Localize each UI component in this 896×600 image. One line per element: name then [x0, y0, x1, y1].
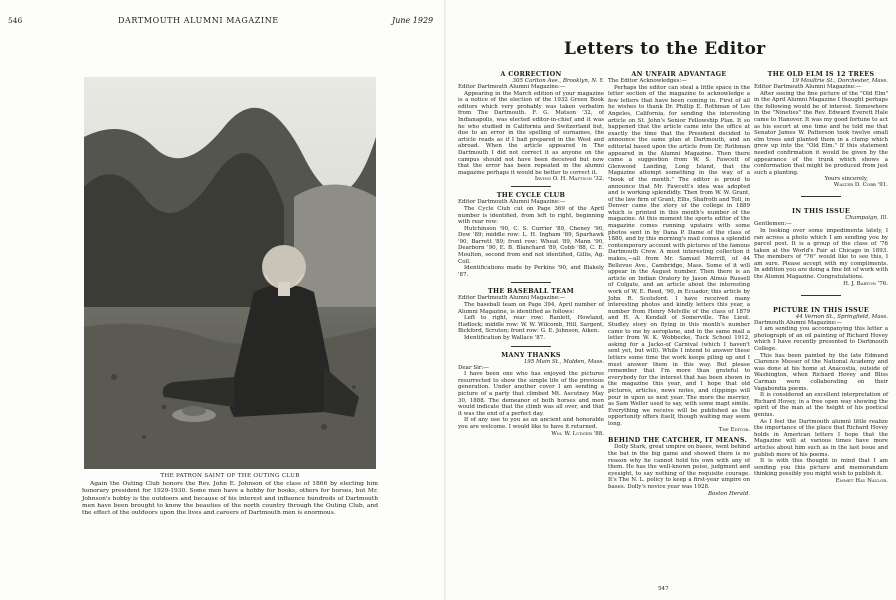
correction-signature: Irving O. H. Mattson '32.	[534, 176, 604, 183]
picture-body-3: It is considered an excellent interpretation of Richard Hovey, in a free open way showing the spirit of the man at the height of his poetical genius.	[754, 392, 888, 418]
elm-address: 19 Moultrie St., Dorchester, Mass.	[791, 78, 888, 84]
issue-address: Champaign, Ill.	[845, 215, 888, 222]
running-head-date: June 1929	[392, 16, 434, 25]
picture-heading: PICTURE IN THIS ISSUE	[772, 305, 870, 314]
catcher-body: Dolly Stark, great umpire on bases, went behind the bat in the big game and showed there is no reason why he cannot hold his own with any of them. He has the well-known poise, judgment and eyesight, to say nothing of the requisite courage. It's The N. L. policy to keep a first-year umpire on bases. Dolly's novice year was 1928.	[608, 444, 750, 491]
correction-address: 305 Carlton Ave., Brooklyn, N. Y.	[512, 78, 604, 84]
outing-club-photo	[84, 77, 376, 469]
thanks-heading: MANY THANKS	[501, 350, 561, 359]
left-page	[0, 0, 446, 600]
letters-column-1	[458, 70, 604, 437]
correction-body: Appearing in the March edition of your magazine is a notice of the election of the 1932 Green Book editors which very probably was taken verbatim from The Dartmouth. F. G. Matson '32, of Indianapolis, was elected editor-in-chief and it was he who studied in California and Switzerland but, due to an error in the spelling of surnames, the article reads as if I had prepared in the West and abroad. When the article appeared in The Dartmouth I did not correct it as anyone on the campus should not have been deceived but now that the error has been repeated in the alumni magazine perhaps it would be better to correct it.	[458, 90, 604, 176]
section-divider	[801, 196, 841, 197]
picture-signature: Emmet Hay Naylor.	[835, 477, 888, 484]
right-page	[448, 0, 896, 600]
letters-title: Letters to the Editor	[564, 39, 766, 59]
elm-body: After seeing the fine picture of the "Old Elm" in the April Alumni Magazine I thought perhaps the following would be of interest. Somewhere in the "Nineties" the Rev. Edward Everett Hale came to Hanover. It was my good fortune to act as his escort at one time and he told me that Senator James W. Patterson took twelve small elm trees and planted them in a clump which grew up into the "Old Elm." If this statement needed confirmation it would be given by the appearance of the trunk which shows a conformation that might be produced from just such a planting.	[754, 90, 888, 176]
picture-address: 44 Vernon St., Springfield, Mass.	[795, 313, 888, 320]
issue-heading: IN THIS ISSUE	[791, 207, 851, 216]
advantage-signature: The Editor.	[718, 427, 750, 434]
photo-caption-title: THE PATRON SAINT OF THE OUTING CLUB	[160, 473, 300, 479]
thanks-address: 195 Main St., Malden, Mass.	[523, 358, 604, 365]
issue-signature: H. J. Barton '76.	[843, 280, 888, 287]
correction-salutation: Editor Dartmouth Alumni Magazine:—	[458, 84, 566, 90]
cycle-heading: THE CYCLE CLUB	[496, 191, 566, 200]
picture-body-2: This has been painted by the late Edmund Clarence Messer of the National Academy and was done at his home at Anacostia, outside of Washington, when Richard Hovey and Bliss Carman were collaborating on their Vagabondia poems.	[754, 352, 888, 392]
left-page-number: 546	[8, 16, 23, 25]
running-head-title: DARTMOUTH ALUMNI MAGAZINE	[118, 16, 279, 25]
letters-column-2	[608, 70, 750, 497]
catcher-source: Boston Herald.	[708, 490, 750, 497]
photo-caption-text: Again the Outing Club honors the Rev. John E. Johnson of the class of 1866 by electing him honorary president for 1929-1930. Some men have a hobby for books, others for horses, but Mr. Johnson's hobby is the outdoors and because of his interest and influence hundreds of Dartmouth men have been brought to know the beauties of the north country through the Outing Club, and the effect of the outdoors upon the lives and careers of Dartmouth men is enormous.	[82, 481, 378, 517]
correction-heading: A CORRECTION	[500, 70, 562, 78]
cycle-body-2: Hutchinson '90, C. S. Currier '89, Cheney '90, Dow '89; middle row: L. H. Ingham '89, Sparhawk '90, Barrett '89; front row: Wheat '89, Mann '90, Dearborn '90, E. B. Blanchard '89, Cobb '88, C. E. Moulton, second from end not identified, Gillis, Ag. Coll.	[458, 225, 604, 265]
picture-body-4: As I feel the Dartmouth alumni little realize the importance of the place that Richard Hovey holds in American letters I hope that the Magazine will at various times have more articles about him such as in the last issue and publish more of his poems.	[754, 418, 888, 458]
cycle-salutation: Editor Dartmouth Alumni Magazine:—	[458, 199, 566, 206]
thanks-salutation: Dear Sir:—	[458, 364, 489, 371]
catcher-heading: BEHIND THE CATCHER, IT MEANS.	[608, 436, 748, 445]
baseball-body-3: Identification by Wallace '87.	[464, 335, 546, 341]
right-page-number: 547	[658, 586, 669, 592]
advantage-salutation: The Editor Acknowledges:—	[608, 78, 687, 84]
elm-closing: Yours sincerely,	[824, 176, 868, 183]
cycle-body-1: The Cycle Club cut on Page 369 of the April number is identified, from left to right, beginning with rear row:	[458, 205, 604, 226]
baseball-heading: THE BASEBALL TEAM	[487, 287, 575, 296]
section-divider	[511, 282, 551, 283]
thanks-body-2: If of any use to you as an ancient and honorable you are welcome. I would like to have it returned.	[458, 417, 604, 430]
picture-salutation: Dartmouth Alumni Magazine:—	[754, 319, 843, 326]
baseball-body-2: Left to right, rear row: Ranlett, Howland, Hadlock; middle row: W. W. Wilcomb, Hill, Sargent, Bickford, Scruton; front row: G. E. Johnson, Aiken.	[458, 315, 604, 335]
picture-body-1: I am sending you accompanying this letter a photograph of an oil painting of Richard Hovey which I have recently presented to Dartmouth College.	[754, 326, 888, 353]
baseball-body-1: The baseball team on Page 394, April number of Alumni Magazine, is identified as follows:	[458, 302, 604, 315]
elm-salutation: Editor Dartmouth Alumni Magazine:—	[754, 84, 862, 90]
thanks-signature: Wm. W. Ludger '88.	[551, 430, 604, 437]
photo-illustration	[84, 77, 376, 469]
section-divider	[801, 295, 841, 296]
thanks-body-1: I have been one who has enjoyed the pictures resurrected to show the simple life of the previous generation. Under another cover I am sending a picture of a party that climbed Mt. Ascutney May 30, 1888. The demeanor of both horses and men would indicate that the climb was all over, and that it was the end of a perfect day.	[458, 371, 604, 417]
elm-heading: THE OLD ELM IS 12 TREES	[767, 70, 875, 78]
issue-salutation: Gentlemen:—	[754, 221, 792, 228]
cycle-body-3: Identifications made by Perkins '90, and Blakely '87.	[458, 265, 604, 278]
advantage-heading: AN UNFAIR ADVANTAGE	[631, 70, 727, 78]
section-divider	[511, 346, 551, 347]
baseball-salutation: Editor Dartmouth Alumni Magazine:—	[458, 295, 566, 302]
issue-body: In looking over some impedimenta lately, I ran across a photo which I am sending you by parcel post. It is a group of the class of '76 taken at the World's Fair at Chicago in 1893. The members of "76" would like to see this, I am sure. Please accept with my compliments. In addition you are doing a fine bit of work with the Alumni Magazine. Congratulations.	[754, 227, 888, 281]
elm-signature: Walter D. Cobb '91.	[833, 182, 888, 189]
picture-body-5: It is with this thought in mind that I am sending you this picture and memorandum thinking possibly you might wish to publish it.	[754, 458, 888, 478]
section-divider	[511, 186, 551, 187]
letters-column-3	[754, 70, 888, 484]
advantage-body: Perhaps the editor can steal a little space in the letter section of the magazine to acknowledge a few letters that have been coming in. First of all he wishes to thank Dr. Phillip E. Rothman of Los Angeles, California, for sending the interesting article on St. John's Senior Fellowship Plan. It so happened that the article came into the office at exactly the time that the President decided to announce the same plan at Dartmouth, and an editorial based upon the article from Dr. Rothman appeared in the Alumni Magazine. Then there came a suggestion from W. S. Fawcett of Glenwood Landing, Long Island, that the Magazine attempt something in the way of a "book of the month." The editor is proud to announce that Mr. Fawcett's idea was adopted and is working splendidly. Then from W. W. Grant, of the law firm of Grant, Ellis, Shafroth and Toll, in Denver came the story of the college in 1889 which is printed in this month's number of the magazine. At this moment the sports editor of the magazine comes running upstairs with some photos sent in by Dana P. Dame of the class of 1880, and by this morning's mail comes a splendid contemporary account with pictures of the famous Dartmouth Crew. A most interesting collection it makes,—all from Mr. Samuel Merrill, of 44 Bellevue Ave., Cambridge, Mass. Some of it will appear in the August number. Then there is an article on Indian Oratory by Jason Almus Russell of Colgate, and an article about the interesting work of W. E. Reed, '90, in Ecuador, this article by John R. Scotsford. I have received many interesting photos and kindly letters this year, a number from Henry Melville of the class of 1879 and H. A. Kendall of Somerville. The Lieut. Studley story on flying in this month's number came to me by aeroplane, and in the same mail a letter from W. K. Wobbecke, Tuck School 1912, asking for a Jacko-of Carnival (which I haven't sent yet, but will). While I intend to answer these letters some time the work keeps piling up and I must answer them in this way. But please remember that I'm more than grateful to everybody for the interest that has been shown in the magazine this year, and I hope that old pictures, articles, news notes, and clippings will pour in upon us next year. The more the merrier, as Sam Weller used to say, with some inapt simile. Everything we receive will be published as the opportunity offers itself, though waiting may seem long.	[608, 84, 750, 427]
